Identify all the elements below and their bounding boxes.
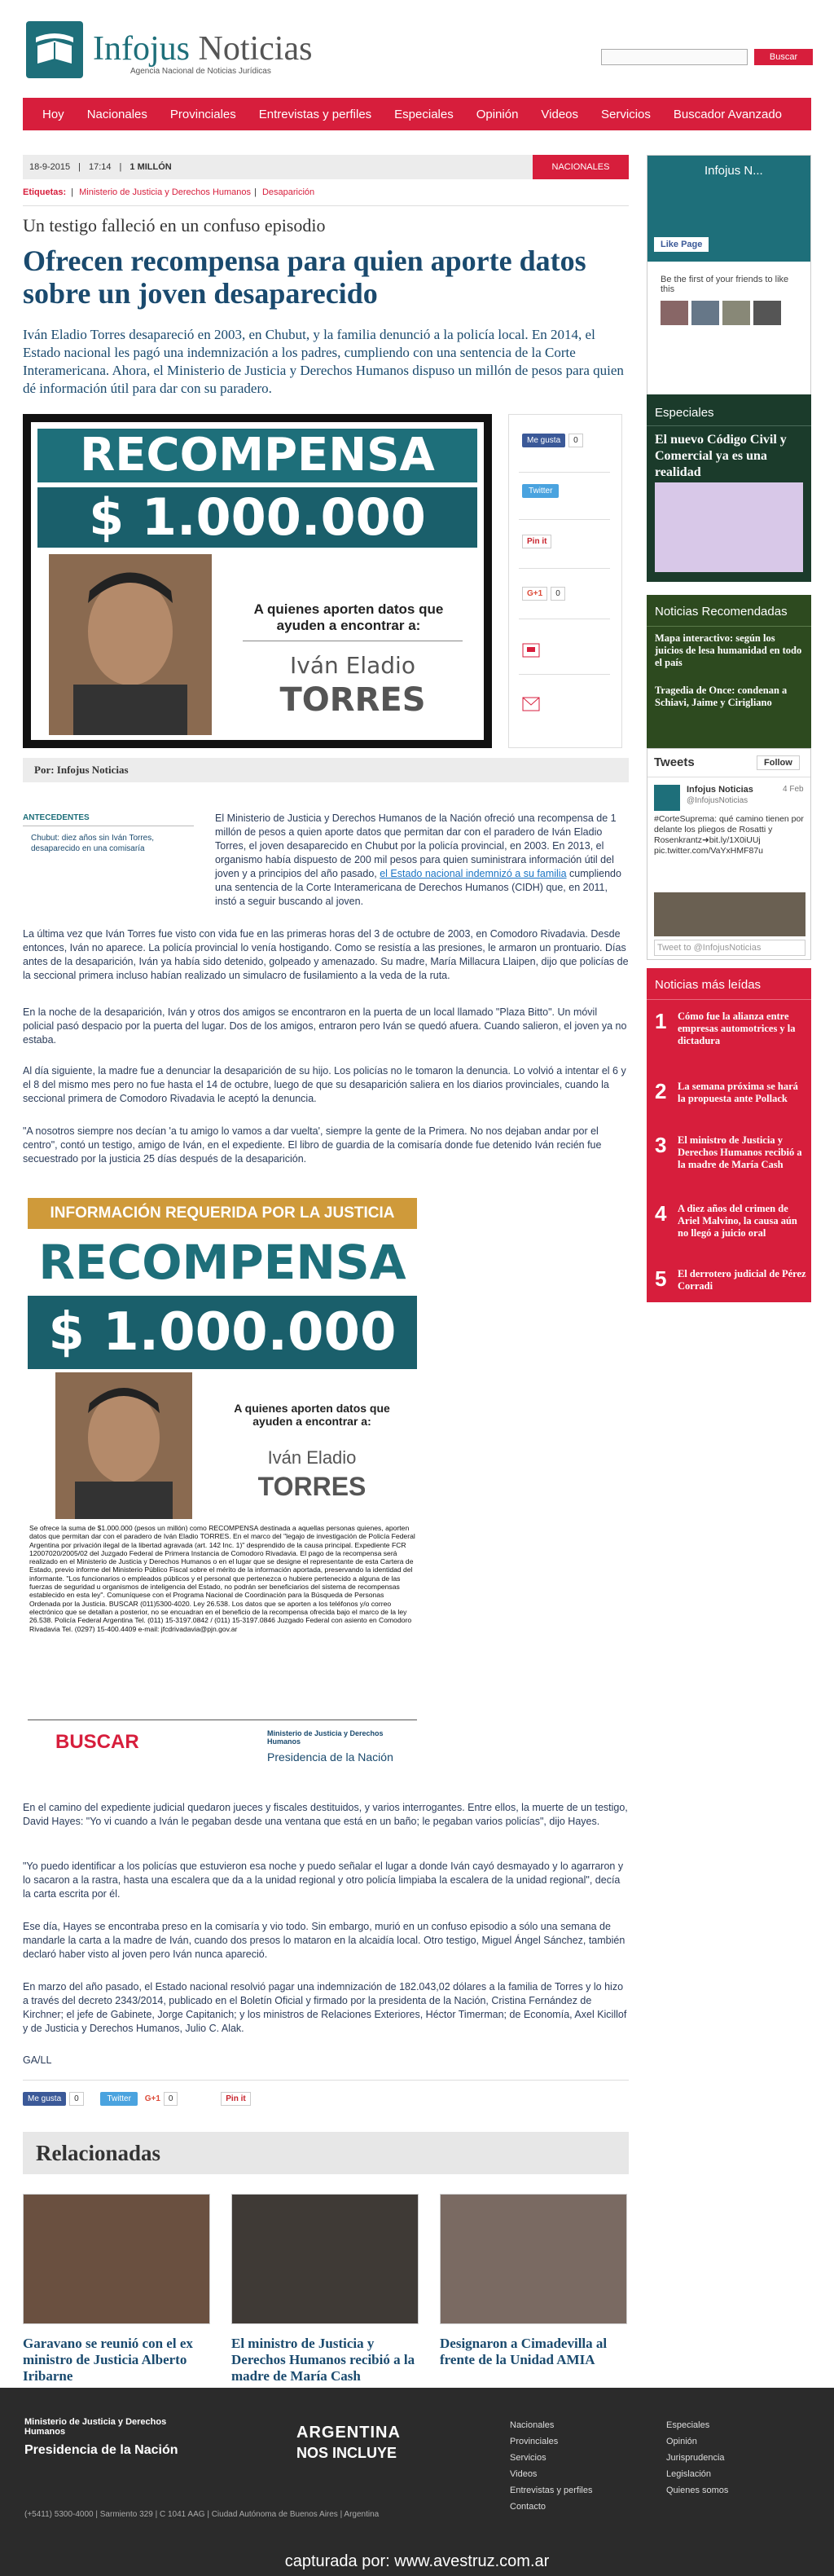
related-item[interactable]: El ministro de Justicia y Derechos Humanos recibió a la madre de María Cash: [231, 2194, 419, 2384]
poster2-title: RECOMPENSA: [28, 1232, 417, 1292]
date-bar: 18-9-2015 | 17:14 | 1 MILLÓN NACIONALES: [23, 155, 629, 179]
fb-like-page-button[interactable]: Like Page: [654, 237, 709, 252]
antecedentes-box: [23, 813, 194, 854]
avatar: [661, 301, 688, 325]
brand-subtitle: Agencia Nacional de Noticias Jurídicas: [130, 67, 271, 76]
related-photo: [440, 2194, 627, 2324]
poster2-banner: INFORMACIÓN REQUERIDA POR LA JUSTICIA: [28, 1198, 417, 1229]
related-title: Relacionadas: [23, 2132, 629, 2174]
facebook-widget: [647, 155, 811, 424]
tags-row: Etiquetas: | Ministerio de Justicia y Derechos Humanos | Desaparición: [23, 187, 315, 197]
poster2-name1: Iván Eladio: [267, 1447, 357, 1468]
footer-link[interactable]: Opinión: [666, 2437, 697, 2446]
footer-link[interactable]: Contacto: [510, 2502, 546, 2512]
indemnizacion-link[interactable]: el Estado nacional indemnizó a su familia: [380, 868, 567, 879]
avatar: [654, 785, 680, 811]
gplus-button[interactable]: G+1: [522, 587, 547, 601]
tags-label: Etiquetas:: [23, 187, 67, 197]
footer-links-1: [510, 2420, 592, 2518]
avatar: [753, 301, 781, 325]
footer-argentina: ARGENTINA: [296, 2424, 401, 2442]
poster-ask: A quienes aporten datos que ayuden a encontrar a:: [253, 601, 444, 633]
twitter-button-bottom[interactable]: Twitter: [100, 2092, 137, 2106]
paragraph-1: El Ministerio de Justicia y Derechos Humanos de la Nación ofreció una recompensa de 1 millón de pesos a quien aporte datos que permitan dar con el paradero de Iván Eladio Torres, el joven desaparecido en Chubut por la policía provincial, en 2003. En 2013, el organismo había dispuesto de 200 mil pesos para quien suministrara información útil del joven y a principios del año pasado, el Estado nacional indemnizó a su familia cumpliendo una sentencia de la Corte Interamericana de Derechos Humanos (CIDH) que, en 2011, instó a seguir buscando al joven.: [215, 812, 621, 907]
tweet-user[interactable]: Infojus Noticias: [687, 785, 753, 795]
recomendada-link[interactable]: Mapa interactivo: según los juicios de lesa humanidad en todo el país: [655, 632, 802, 668]
poster-name2: TORRES: [279, 681, 426, 719]
footer-incluye: NOS INCLUYE: [296, 2445, 397, 2461]
search-button[interactable]: Buscar: [754, 49, 813, 65]
antecedentes-title: ANTECEDENTES: [23, 813, 194, 826]
paragraph-4: Al día siguiente, la madre fue a denunciar la desaparición de su hijo. Los policías no le tomaron la denuncia. Lo volvió a intentar el 6 y el 8 del mismo mes pero no fue hasta el 14 de octubre, luego de que su desaparición saliera en los diarios provinciales, cuando la seccional primera de Comodoro Rivadavia le aceptó la denuncia.: [23, 1065, 626, 1104]
tweet-photo[interactable]: [654, 892, 805, 936]
related-item[interactable]: Designaron a Cimadevilla al frente de la Unidad AMIA: [440, 2194, 627, 2368]
especiales-image[interactable]: [655, 482, 803, 572]
search-input[interactable]: [601, 49, 748, 65]
nav-servicios[interactable]: Servicios: [601, 107, 651, 121]
fb-page-title[interactable]: Infojus N...: [705, 164, 763, 178]
nav-entrevistas[interactable]: Entrevistas y perfiles: [258, 107, 372, 121]
tweet-date: 4 Feb: [783, 785, 804, 794]
footer-link[interactable]: Especiales: [666, 2420, 710, 2430]
nav-nacionales[interactable]: Nacionales: [86, 107, 147, 121]
paragraph-2: La última vez que Iván Torres fue visto con vida fue en las primeras horas del 3 de octubre de 2003, en Comodoro Rivadavia. Desde entonces, Iván no aparece. La policía provincial lo venía hostigando. Como se resistía a las presiones, le armaron un prontuario. Días antes de la desaparición, Iván ya había sido detenido, golpeado y amenazado. Su madre, María Millacura Llaipen, dijo que policías de la seccional primera incluso habían realizado un simulacro de fusilamiento a la veda de la ruta.: [23, 928, 629, 981]
poster2-ask: A quienes aporten datos que ayuden a encontrar a:: [234, 1402, 390, 1428]
footer-link[interactable]: Videos: [510, 2469, 538, 2479]
tweet-input[interactable]: Tweet to @InfojusNoticias: [654, 940, 805, 956]
site-header: [23, 18, 811, 83]
poster2-presidencia: Presidencia de la Nación: [267, 1750, 393, 1764]
footer-link[interactable]: Legislación: [666, 2469, 712, 2479]
section-badge[interactable]: NACIONALES: [533, 155, 629, 179]
reward-poster-image: [23, 414, 492, 748]
recomendadas-title: Noticias Recomendadas: [655, 605, 788, 619]
print-icon[interactable]: [522, 643, 540, 660]
nav-provinciales[interactable]: Provinciales: [169, 107, 236, 121]
footer-ministry[interactable]: Ministerio de Justicia y Derechos Humanos: [24, 2417, 167, 2437]
tweet-text: #CorteSuprema: qué camino tienen por delante los pliegos de Rosatti y Rosenkrantz➜bit.ly/1X0iUUj pic.twitter.com/VaYxHMF87u: [654, 814, 804, 856]
paragraph-8: Ese día, Hayes se encontraba preso en la comisaría y vio todo. Sin embargo, murió en un confuso episodio a sólo una semana de mandarle la carta a la madre de Iván, cuando dos presos lo mataron en la alcaidía local. Otro testigo, Miguel Ángel Sánchez, también declaró haber visto al joven pero Iván nunca apareció.: [23, 1921, 626, 1960]
twitter-button[interactable]: Twitter: [522, 484, 559, 498]
article-headline: Ofrecen recompensa para quien aporte datos sobre un joven desaparecido: [23, 244, 586, 310]
paragraph-7: "Yo puedo identificar a los policías que estuvieron esa noche y puedo señalar el lugar a donde Iván cayó desmayado y lo agarraron y lo sacaron a la rastra, hasta una escalera que da a la unidad regional y otro policía limpiaba la escalera de la unidad regional", decía la carta escrita por él.: [23, 1860, 624, 1900]
article-lead: Iván Eladio Torres desapareció en 2003, en Chubut, y la familia denunció a la policía local. En 2014, el Estado nacional les pagó una indemnización a los padres, cumpliendo con una sentencia de la Corte Interamericana. Ahora, el Ministerio de Justicia y Derechos Humanos dispuso un millón de pesos para quien dé información útil para dar con su paradero.: [23, 327, 624, 396]
capture-caption: capturada por: www.avestruz.com.ar: [284, 2552, 550, 2570]
twitter-follow-button[interactable]: Follow: [757, 755, 800, 770]
person-photo-2: [55, 1372, 192, 1519]
byline: Por: Infojus Noticias: [23, 758, 629, 782]
poster-title: RECOMPENSA: [37, 429, 477, 482]
footer-link[interactable]: Entrevistas y perfiles: [510, 2486, 593, 2495]
poster-amount: $ 1.000.000: [37, 487, 477, 548]
facebook-like-button[interactable]: Me gusta: [522, 434, 565, 447]
nav-especiales[interactable]: Especiales: [394, 107, 454, 121]
footer-link[interactable]: Quienes somos: [666, 2486, 729, 2495]
avatar: [691, 301, 719, 325]
poster2-ministry: Ministerio de Justicia y Derechos Humanos: [267, 1729, 384, 1746]
paragraph-3: En la noche de la desaparición, Iván y otros dos amigos se encontraron en la puerta de un local llamado "Plaza Bitto". Un móvil policial pasó despacio por la puerta del lugar. Dos de los amigos, entraron pero Iván se quedó afuera. Cuando salieron, el joven ya no estaba.: [23, 1006, 627, 1046]
reward-poster-full-image: [23, 1198, 422, 1777]
paragraph-5: "A nosotros siempre nos decían 'a tu amigo lo vamos a dar vuelta', siempre la gente de la Primera. No nos dejaban andar por el centro", contó un testigo, amigo de Iván, en el expediente. El libro de guardia de la comisaría donde fue detenido Iván recién fue secuestrado por la justicia 25 días después de la desaparición.: [23, 1125, 602, 1165]
footer-link[interactable]: Provinciales: [510, 2437, 559, 2446]
article-kicker: Un testigo falleció en un confuso episodio: [23, 215, 326, 236]
share-panel: [508, 414, 622, 748]
paragraph-9: En marzo del año pasado, el Estado nacional resolvió pagar una indemnización de 182.043,02 dólares a la familia de Torres y lo hizo a través del decreto 2343/2014, publicado en el Boletín Oficial y firmado por la presidenta de la Nación, Cristina Fernández de Kirchner; el jefe de Gabinete, Jorge Capitanich; y los ministros de Relaciones Exteriores, Héctor Timerman; de Economía, Axel Kicillof y de Justicia y Derechos Humanos, Julio C. Alak.: [23, 1981, 627, 2034]
fb-friends-text: Be the first of your friends to like this: [661, 275, 789, 294]
tweets-title: Tweets: [654, 755, 695, 769]
logo-icon[interactable]: [26, 21, 83, 78]
avatar: [722, 301, 750, 325]
facebook-like-button-bottom[interactable]: Me gusta: [23, 2092, 66, 2106]
site-footer: [0, 2388, 834, 2576]
signature: GA/LL: [23, 2054, 52, 2066]
recomendada-link[interactable]: Tragedia de Once: condenan a Schiavi, Jaime y Cirigliano: [655, 685, 788, 708]
facebook-count: 0: [568, 434, 583, 447]
related-item[interactable]: Garavano se reunió con el ex ministro de Justicia Alberto Iribarne: [23, 2194, 210, 2384]
footer-link[interactable]: Nacionales: [510, 2420, 555, 2430]
brand-title[interactable]: Infojus Noticias: [93, 30, 313, 68]
poster-name1: Iván Eladio: [290, 652, 415, 679]
pinterest-button[interactable]: Pin it: [522, 535, 551, 548]
poster2-name2: TORRES: [257, 1472, 367, 1501]
poster2-amount: $ 1.000.000: [28, 1296, 417, 1369]
tweets-widget: [647, 748, 811, 960]
buscar-logo: BUSCAR: [55, 1731, 139, 1753]
tag-link[interactable]: Ministerio de Justicia y Derechos Humanos: [79, 187, 252, 197]
article-tag-main[interactable]: 1 MILLÓN: [129, 162, 172, 172]
article-date: 18-9-2015: [29, 162, 71, 172]
nav-opinion[interactable]: Opinión: [476, 107, 519, 121]
poster2-fine-print: Se ofrece la suma de $1.000.000 (pesos un millón) como RECOMPENSA destinada a aquellas personas quienes, aporten datos que permitan dar con el paradero de Iván Eladio TORRES. En el marco del "legajo de investigación de Policía Federal Argentina por privación ilegal de la libertad agravada (art. 142 Inc. 1)" desprendido de la causa principal. Expediente FCR 12007020/2005/02 del Juzgado Federal de Primera Instancia de Comodoro Rivadavia. El pago de la recompensa será realizado en el Ministerio de Justicia y Derechos Humanos o en el lugar que se designe el representante de esta Cartera de Estado, previo informe del Ministerio Público Fiscal sobre el mérito de la información aportada, preservando la identidad del informante. "Los funcionarios o empleados públicos y el personal que pertenezca o hubiere pertenecido a alguna de las fuerzas de seguridad u organismos de inteligencia del Estado, no podrán ser beneficiarios del sistema de recompensas establecido en esta ley". Comuníquese con el Programa Nacional de Coordinación para la Búsqueda de Personas Ordenada por la Justicia. BUSCAR (011)5300-4020. Ley 26.538. Los datos que se aporten a los teléfonos y/o correo electrónico que se detallan a posterior, no se encuadran en el beneficio de la recompensa ofrecida bajo el marco de la ley 26.538. Policía Federal Argentina Tel. (011) 15-3197.0842 / (011) 15-3197.0846 Juzgado Federal con asiento en Comodoro Rivadavia Tel. (0297) 15-400.4409 e-mail: jfcdrivadavia@pjn.gov.ar: [29, 1524, 415, 1633]
especiales-box: [647, 394, 811, 582]
gplus-button-bottom[interactable]: G+1: [144, 2094, 160, 2103]
paragraph-6: En el camino del expediente judicial quedaron jueces y fiscales destituidos, y varios interrogantes. Entre ellos, la muerte de un testigo, David Hayes: "Yo vi cuando a Iván le pegaban desde una ventana que está en un baño; le pegaban varios policías", dijo Hayes.: [23, 1802, 628, 1827]
divider: [23, 205, 629, 206]
related-photo: [23, 2194, 210, 2324]
mas-leidas-box: Noticias más leídas 1 Cómo fue la alianza entre empresas automotrices y la dictadura 2 La semana próxima se hará la propuesta ante Pollack 3 El ministro de Justicia y Derechos Humanos recibió a la madre de María Cash 4 A diez años del crimen de Ariel Malvino, la causa aún no llegó a juicio oral 5 El derrotero judicial de Pérez Corradi: [647, 968, 811, 1302]
tag-link[interactable]: Desaparición: [261, 187, 315, 197]
related-photo: [231, 2194, 419, 2324]
gplus-count: 0: [551, 587, 565, 601]
footer-presidencia[interactable]: Presidencia de la Nación: [24, 2443, 178, 2457]
tweet-handle: @InfojusNoticias: [687, 796, 748, 805]
especiales-link[interactable]: El nuevo Código Civil y Comercial ya es una realidad: [655, 433, 787, 479]
footer-link[interactable]: Servicios: [510, 2453, 546, 2463]
divider: [23, 2080, 629, 2081]
antecedentes-link[interactable]: Chubut: diez años sin Iván Torres, desaparecido en una comisaría: [31, 834, 155, 853]
nav-videos[interactable]: Videos: [541, 107, 579, 121]
pinterest-button-bottom[interactable]: Pin it: [221, 2092, 250, 2106]
person-photo: [49, 554, 212, 735]
footer-links-2: [666, 2420, 728, 2502]
footer-link[interactable]: Jurisprudencia: [666, 2453, 725, 2463]
nav-hoy[interactable]: Hoy: [42, 107, 64, 121]
article-time: 17:14: [89, 162, 112, 172]
email-icon[interactable]: [522, 697, 540, 714]
footer-address: (+5411) 5300-4000 | Sarmiento 329 | C 1041 AAG | Ciudad Autónoma de Buenos Aires | Argentina: [24, 2510, 380, 2519]
recomendadas-box: [647, 595, 811, 758]
mas-leidas-title: Noticias más leídas: [655, 978, 762, 992]
bottom-share-bar: Me gusta 0 Twitter G+1 0 Pin it: [23, 2094, 251, 2103]
especiales-title: Especiales: [655, 406, 714, 420]
nav-buscador[interactable]: Buscador Avanzado: [673, 107, 783, 121]
main-nav: [23, 98, 811, 130]
